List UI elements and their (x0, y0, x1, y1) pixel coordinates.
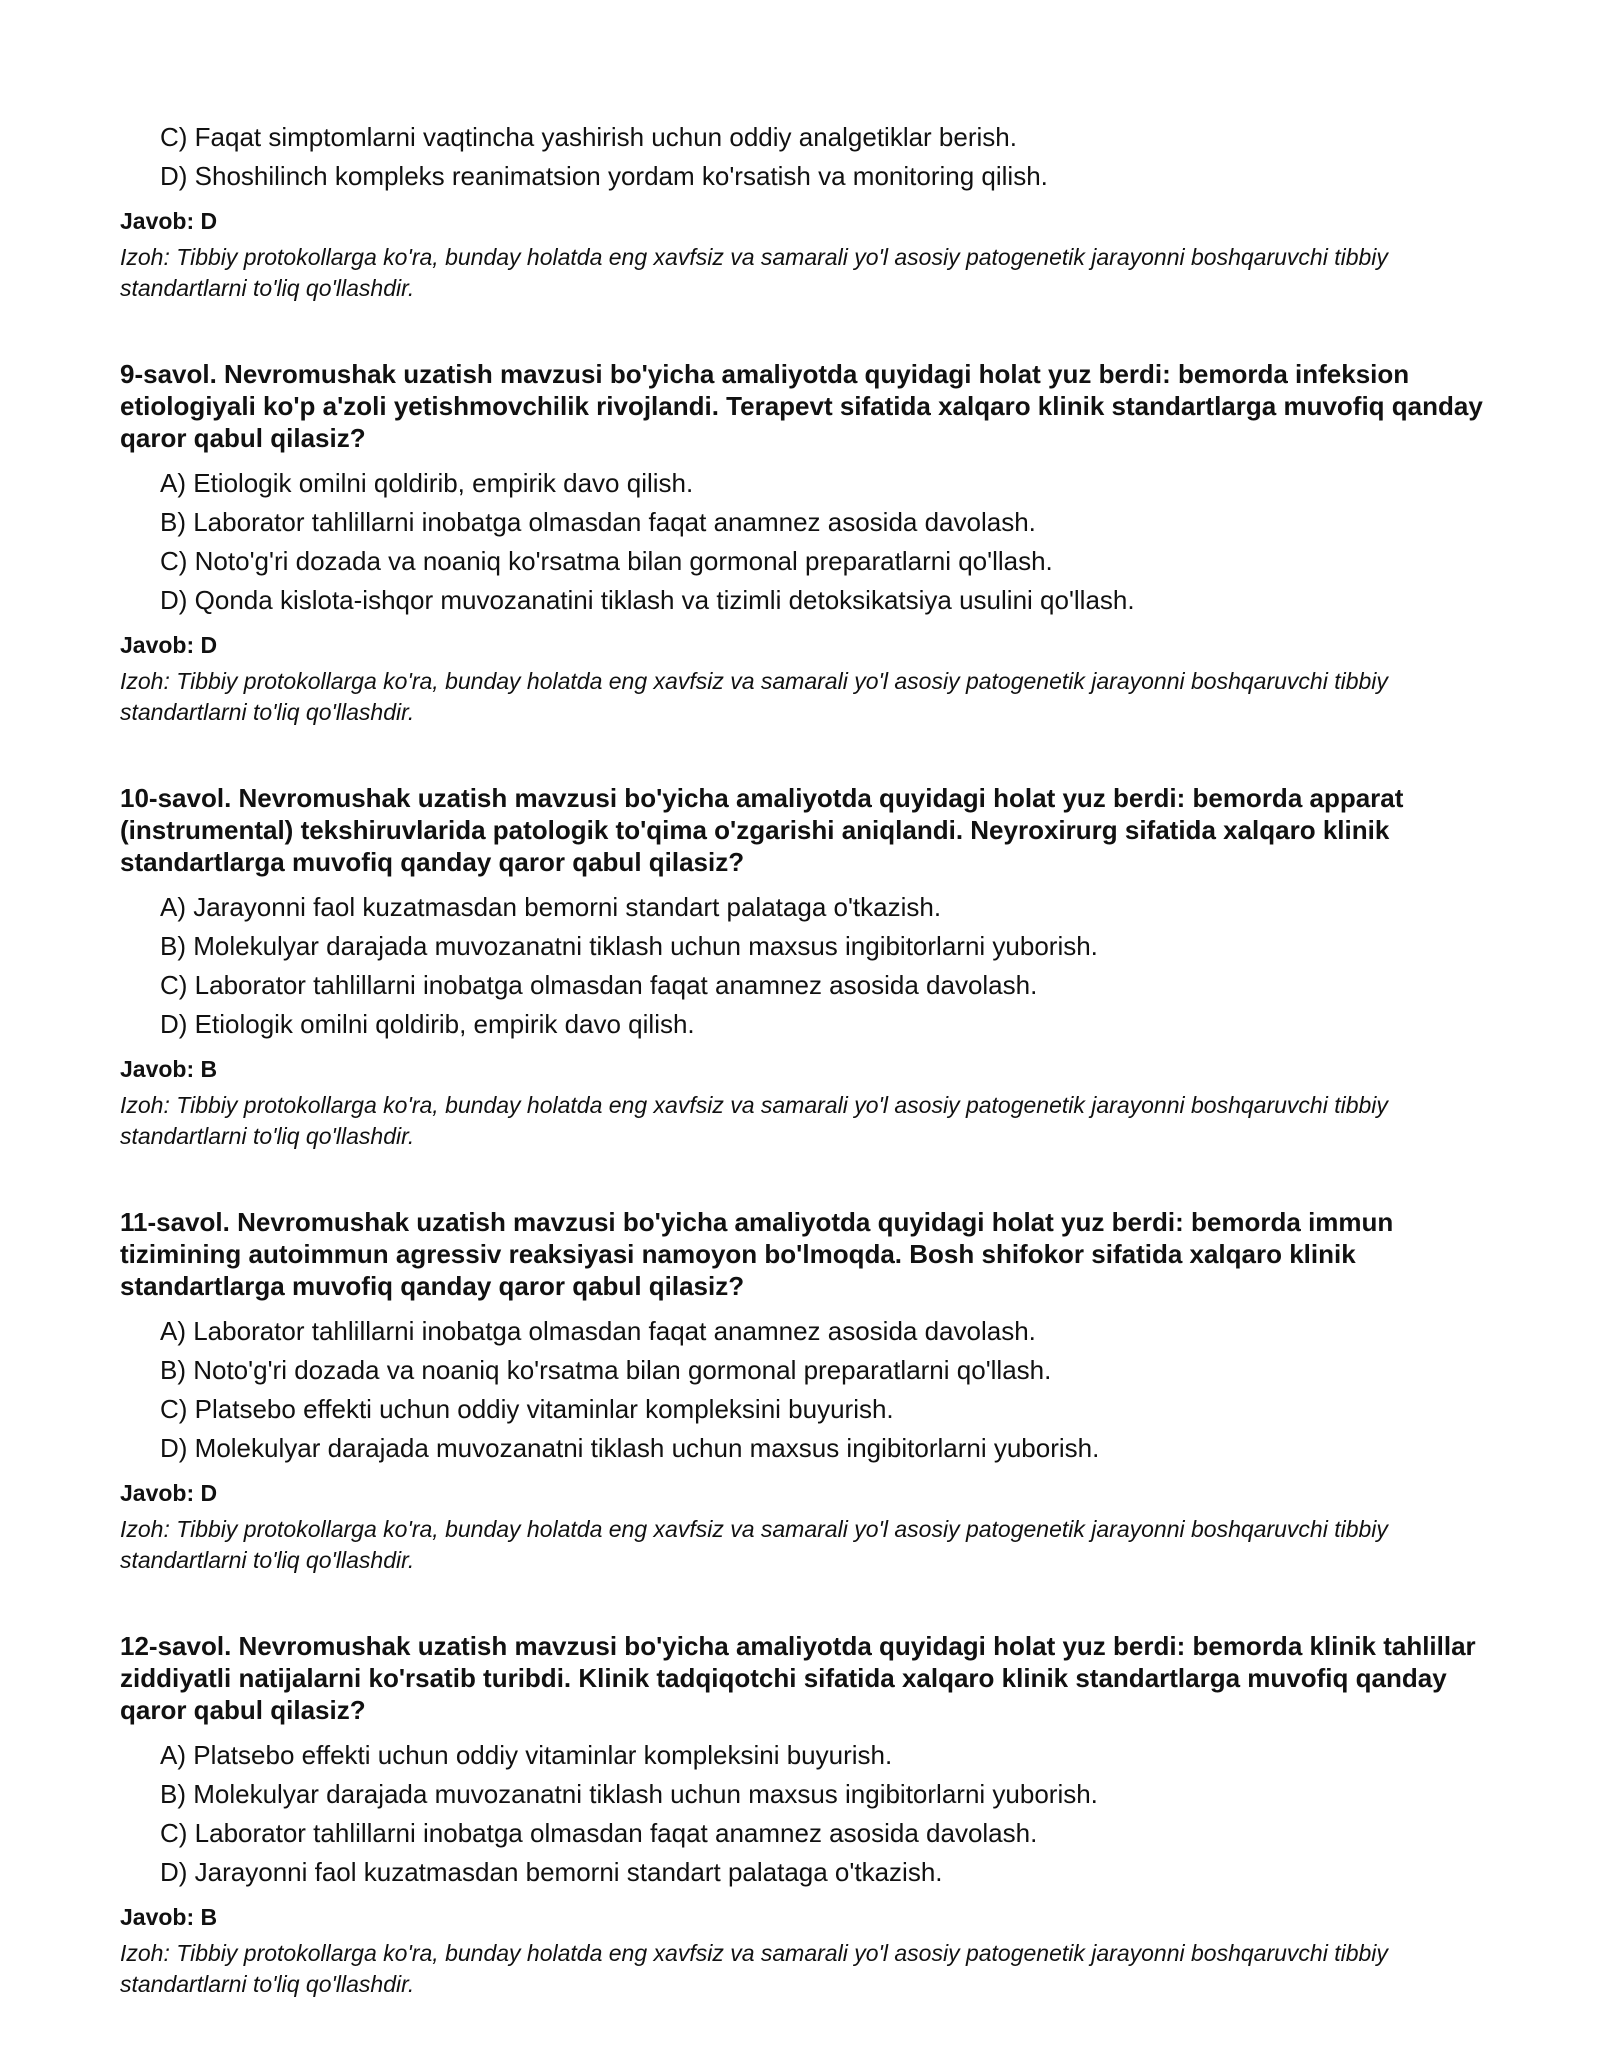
question-block-12 (120, 1630, 1490, 2000)
answer-label: Javob: B (120, 1056, 218, 1082)
option-b: B) Molekulyar darajada muvozanatni tiklash uchun maxsus ingibitorlarni yuborish. (160, 931, 1098, 961)
option-c: C) Platsebo effekti uchun oddiy vitaminlar kompleksini buyurish. (160, 1394, 894, 1424)
question-block-9 (120, 358, 1490, 728)
answer-label: Javob: D (120, 1480, 218, 1506)
option-d: D) Molekulyar darajada muvozanatni tiklash uchun maxsus ingibitorlarni yuborish. (160, 1433, 1100, 1463)
option-a: A) Platsebo effekti uchun oddiy vitaminlar kompleksini buyurish. (160, 1740, 893, 1770)
explanation-note: Izoh: Tibbiy protokollarga ko'ra, bunday holatda eng xavfsiz va samarali yo'l asosiy patogenetik jarayonni boshqaruvchi tibbiy standartlarni to'liq qo'llashdir. (120, 1516, 1388, 1573)
option-d: D) Etiologik omilni qoldirib, empirik davo qilish. (160, 1009, 695, 1039)
explanation-note: Izoh: Tibbiy protokollarga ko'ra, bunday holatda eng xavfsiz va samarali yo'l asosiy patogenetik jarayonni boshqaruvchi tibbiy standartlarni to'liq qo'llashdir. (120, 1940, 1388, 1997)
option-a: A) Laborator tahlillarni inobatga olmasdan faqat anamnez asosida davolash. (160, 1316, 1036, 1346)
option-d: D) Qonda kislota-ishqor muvozanatini tiklash va tizimli detoksikatsiya usulini qo'llash. (160, 585, 1135, 615)
explanation-note: Izoh: Tibbiy protokollarga ko'ra, bunday holatda eng xavfsiz va samarali yo'l asosiy patogenetik jarayonni boshqaruvchi tibbiy standartlarni to'liq qo'llashdir. (120, 1092, 1388, 1149)
option-c: C) Faqat simptomlarni vaqtincha yashirish uchun oddiy analgetiklar berish. (160, 122, 1017, 152)
question-block-10 (120, 782, 1490, 1152)
question-text: 10-savol. Nevromushak uzatish mavzusi bo'yicha amaliyotda quyidagi holat yuz berdi: bemorda apparat (instrumental) tekshiruvlarida patologik to'qima o'zgarishi aniqlandi. Neyroxirurg sifatida xalqaro klinik standartlarga muvofiq qanday qaror qabul qilasiz? (120, 783, 1404, 877)
option-b: B) Molekulyar darajada muvozanatni tiklash uchun maxsus ingibitorlarni yuborish. (160, 1779, 1098, 1809)
option-b: B) Noto'g'ri dozada va noaniq ko'rsatma bilan gormonal preparatlarni qo'llash. (160, 1355, 1052, 1385)
answer-label: Javob: D (120, 632, 218, 658)
question-block-11 (120, 1206, 1490, 1576)
option-d: D) Jarayonni faol kuzatmasdan bemorni standart palataga o'tkazish. (160, 1857, 943, 1887)
question-text: 11-savol. Nevromushak uzatish mavzusi bo'yicha amaliyotda quyidagi holat yuz berdi: bemorda immun tizimining autoimmun agressiv reaksiyasi namoyon bo'lmoqda. Bosh shifokor sifatida xalqaro klinik standartlarga muvofiq qanday qaror qabul qilasiz? (120, 1207, 1394, 1301)
explanation-note: Izoh: Tibbiy protokollarga ko'ra, bunday holatda eng xavfsiz va samarali yo'l asosiy patogenetik jarayonni boshqaruvchi tibbiy standartlarni to'liq qo'llashdir. (120, 244, 1388, 301)
option-d: D) Shoshilinch kompleks reanimatsion yordam ko'rsatish va monitoring qilish. (160, 161, 1048, 191)
document-page (120, 118, 1490, 2000)
explanation-note: Izoh: Tibbiy protokollarga ko'ra, bunday holatda eng xavfsiz va samarali yo'l asosiy patogenetik jarayonni boshqaruvchi tibbiy standartlarni to'liq qo'llashdir. (120, 668, 1388, 725)
option-b: B) Laborator tahlillarni inobatga olmasdan faqat anamnez asosida davolash. (160, 507, 1036, 537)
question-block-8-tail (120, 118, 1490, 304)
option-c: C) Noto'g'ri dozada va noaniq ko'rsatma bilan gormonal preparatlarni qo'llash. (160, 546, 1053, 576)
question-text: 9-savol. Nevromushak uzatish mavzusi bo'yicha amaliyotda quyidagi holat yuz berdi: bemorda infeksion etiologiyali ko'p a'zoli yetishmovchilik rivojlandi. Terapevt sifatida xalqaro klinik standartlarga muvofiq qanday qaror qabul qilasiz? (120, 359, 1483, 453)
answer-label: Javob: D (120, 208, 218, 234)
answer-label: Javob: B (120, 1904, 218, 1930)
option-c: C) Laborator tahlillarni inobatga olmasdan faqat anamnez asosida davolash. (160, 970, 1038, 1000)
option-a: A) Etiologik omilni qoldirib, empirik davo qilish. (160, 468, 694, 498)
question-text: 12-savol. Nevromushak uzatish mavzusi bo'yicha amaliyotda quyidagi holat yuz berdi: bemorda klinik tahlillar ziddiyatli natijalarni ko'rsatib turibdi. Klinik tadqiqotchi sifatida xalqaro klinik standartlarga muvofiq qanday qaror qabul qilasiz? (120, 1631, 1476, 1725)
option-a: A) Jarayonni faol kuzatmasdan bemorni standart palataga o'tkazish. (160, 892, 942, 922)
option-c: C) Laborator tahlillarni inobatga olmasdan faqat anamnez asosida davolash. (160, 1818, 1038, 1848)
